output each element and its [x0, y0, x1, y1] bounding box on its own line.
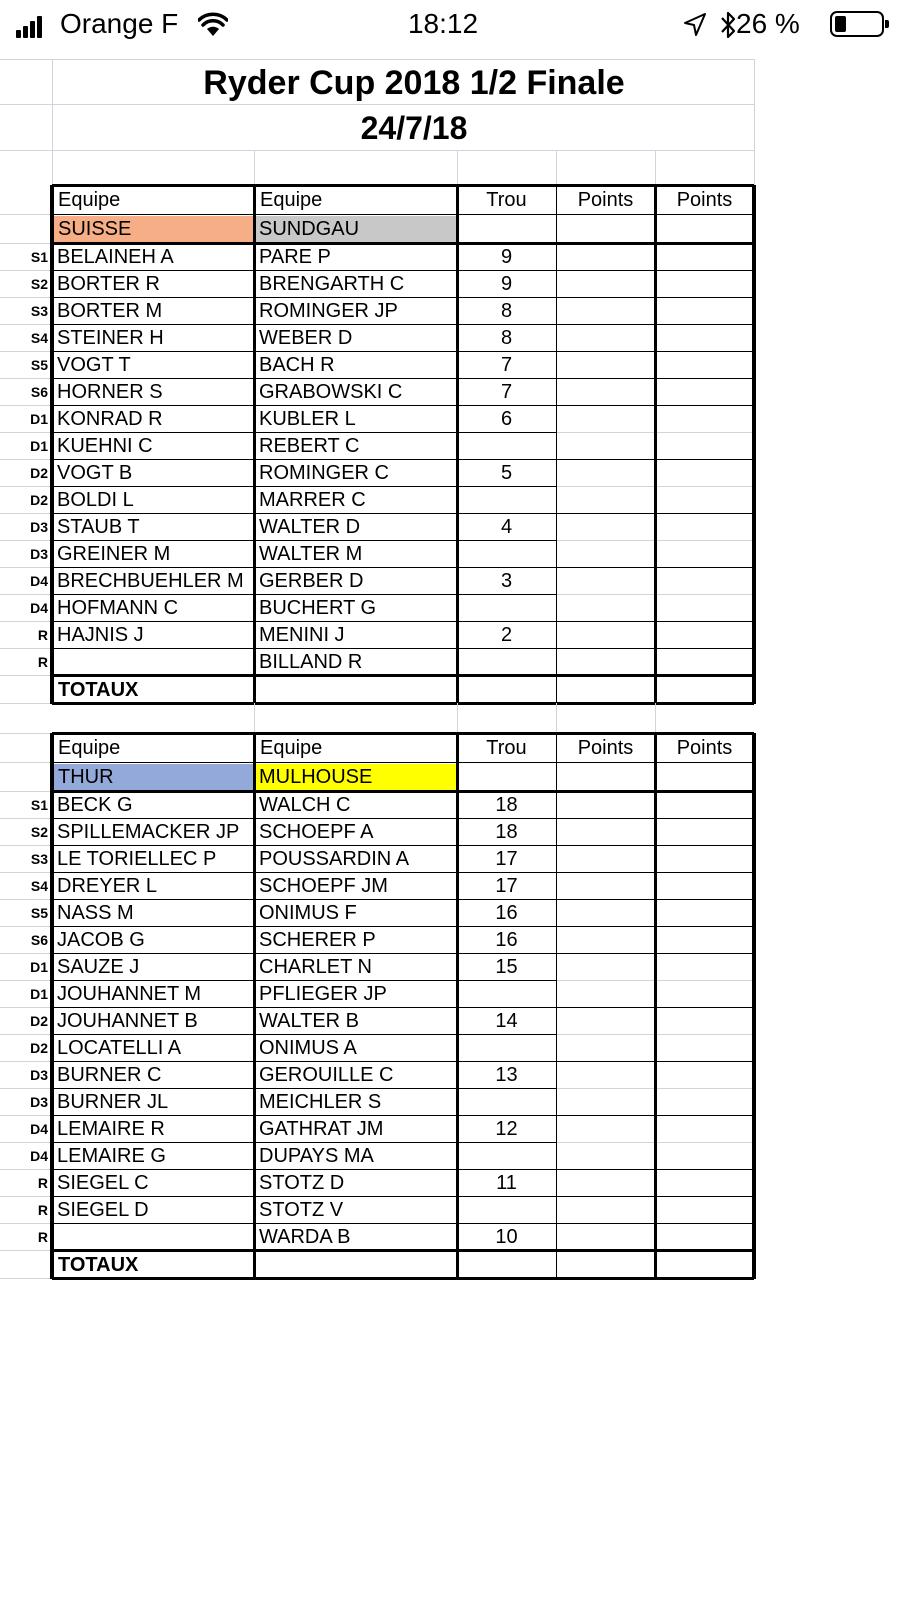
- grid-line: [0, 351, 52, 352]
- player-team-b: WALTER B: [259, 1010, 360, 1032]
- player-team-a: SPILLEMACKER JP: [57, 821, 240, 843]
- column-header: Equipe: [58, 189, 121, 211]
- grid-line: [52, 59, 53, 186]
- player-team-b: MARRER C: [259, 489, 366, 511]
- trou-value: 15: [495, 956, 518, 978]
- grid-line: [254, 703, 255, 733]
- grid-line: [0, 1250, 52, 1251]
- trou-value: 17: [495, 848, 518, 870]
- row-label: S4: [30, 878, 48, 894]
- player-team-a: NASS M: [57, 902, 134, 924]
- trou-value: 17: [495, 875, 518, 897]
- grid-line: [0, 899, 52, 900]
- grid-line: [0, 594, 52, 595]
- trou-value: 11: [496, 1172, 517, 1194]
- border-line: [52, 818, 556, 819]
- player-team-b: BUCHERT G: [259, 597, 377, 619]
- grid-line: [0, 1169, 52, 1170]
- player-team-b: REBERT C: [259, 435, 360, 457]
- grid-line: [0, 1034, 52, 1035]
- player-team-b: STOTZ D: [259, 1172, 345, 1194]
- row-label: D4: [30, 1121, 48, 1137]
- grid-line: [0, 459, 52, 460]
- row-label: S3: [30, 303, 48, 319]
- player-team-b: MENINI J: [259, 624, 345, 646]
- row-label: R: [37, 1175, 48, 1191]
- player-team-a: BORTER R: [57, 273, 160, 295]
- grid-line: [0, 405, 52, 406]
- border-line: [50, 185, 54, 704]
- row-label: S2: [30, 276, 48, 292]
- border-line: [52, 980, 556, 981]
- border-line: [52, 674, 754, 677]
- bluetooth-icon: [718, 10, 738, 40]
- player-team-a: SIEGEL D: [57, 1199, 149, 1221]
- grid-line: [0, 378, 52, 379]
- border-line: [52, 270, 556, 271]
- border-line: [52, 790, 754, 793]
- grid-line: [0, 1088, 52, 1089]
- trou-value: 9: [500, 273, 513, 295]
- border-line: [52, 1223, 556, 1224]
- team-a-name: SUISSE: [58, 218, 132, 240]
- column-header: Trou: [486, 189, 527, 211]
- clock: 18:12: [407, 8, 479, 39]
- trou-value: 18: [495, 794, 518, 816]
- grid-line: [0, 540, 52, 541]
- border-line: [52, 845, 556, 846]
- trou-value: 5: [500, 462, 513, 484]
- border-line: [52, 621, 556, 622]
- row-label: D3: [30, 519, 48, 535]
- row-label: D2: [30, 1040, 48, 1056]
- trou-value: 2: [500, 624, 513, 646]
- grid-line: [0, 150, 754, 151]
- grid-line: [0, 980, 52, 981]
- player-team-a: KUEHNI C: [57, 435, 153, 457]
- border-line: [52, 762, 754, 763]
- grid-line: [457, 150, 458, 186]
- border-line: [52, 378, 556, 379]
- player-team-b: GEROUILLE C: [259, 1064, 394, 1086]
- totals-label: TOTAUX: [58, 1254, 139, 1276]
- grid-line: [0, 1061, 52, 1062]
- player-team-b: ONIMUS F: [259, 902, 357, 924]
- player-team-b: GERBER D: [259, 570, 364, 592]
- border-line: [52, 1115, 556, 1116]
- grid-line: [0, 324, 52, 325]
- row-label: S3: [30, 851, 48, 867]
- player-team-b: WARDA B: [259, 1226, 351, 1248]
- totals-label: TOTAUX: [58, 679, 139, 701]
- grid-line: [0, 567, 52, 568]
- player-team-a: HOFMANN C: [57, 597, 179, 619]
- border-line: [52, 214, 754, 215]
- border-line: [52, 459, 556, 460]
- row-label: D3: [30, 546, 48, 562]
- player-team-b: SCHOEPF A: [259, 821, 374, 843]
- player-team-a: DREYER L: [57, 875, 158, 897]
- player-team-b: WALCH C: [259, 794, 351, 816]
- player-team-b: WALTER D: [259, 516, 361, 538]
- border-line: [52, 732, 754, 735]
- player-team-b: SCHERER P: [259, 929, 376, 951]
- row-label: S6: [30, 932, 48, 948]
- row-label: S5: [30, 357, 48, 373]
- row-label: D1: [30, 438, 48, 454]
- column-header: Points: [676, 189, 733, 211]
- player-team-b: ONIMUS A: [259, 1037, 357, 1059]
- grid-line: [0, 243, 52, 244]
- border-line: [52, 324, 556, 325]
- row-label: S6: [30, 384, 48, 400]
- trou-value: 8: [500, 300, 513, 322]
- location-arrow-icon: [682, 12, 708, 38]
- row-label: R: [37, 1229, 48, 1245]
- border-line: [654, 733, 657, 1278]
- trou-value: 8: [500, 327, 513, 349]
- border-line: [253, 733, 256, 1278]
- column-header: Points: [577, 737, 634, 759]
- trou-value: 12: [495, 1118, 518, 1140]
- grid-line: [0, 845, 52, 846]
- battery-percent: 26 %: [736, 8, 800, 39]
- player-team-a: BURNER JL: [57, 1091, 169, 1113]
- grid-line: [0, 675, 52, 676]
- grid-line: [0, 1115, 52, 1116]
- row-label: D3: [30, 1094, 48, 1110]
- player-team-a: JACOB G: [57, 929, 145, 951]
- player-team-a: SIEGEL C: [57, 1172, 149, 1194]
- team-b-name: MULHOUSE: [259, 766, 373, 788]
- border-line: [52, 1169, 556, 1170]
- border-line: [52, 513, 556, 514]
- trou-value: 6: [500, 408, 513, 430]
- trou-value: 16: [495, 902, 518, 924]
- grid-line: [0, 1007, 52, 1008]
- grid-line: [254, 150, 255, 186]
- player-team-b: GRABOWSKI C: [259, 381, 403, 403]
- status-bar: [0, 0, 900, 50]
- player-team-b: POUSSARDIN A: [259, 848, 410, 870]
- border-line: [52, 567, 556, 568]
- border-line: [752, 733, 756, 1279]
- player-team-b: STOTZ V: [259, 1199, 344, 1221]
- player-team-b: PFLIEGER JP: [259, 983, 387, 1005]
- column-header: Equipe: [260, 189, 323, 211]
- row-label: R: [37, 627, 48, 643]
- player-team-b: BILLAND R: [259, 651, 363, 673]
- row-label: D4: [30, 573, 48, 589]
- column-header: Equipe: [260, 737, 323, 759]
- trou-value: 13: [495, 1064, 518, 1086]
- row-label: D1: [30, 986, 48, 1002]
- player-team-a: LEMAIRE R: [57, 1118, 165, 1140]
- player-team-a: BECK G: [57, 794, 133, 816]
- grid-line: [0, 214, 52, 215]
- border-line: [52, 297, 556, 298]
- border-line: [52, 702, 754, 705]
- grid-line: [0, 1223, 52, 1224]
- team-a-name: THUR: [58, 766, 114, 788]
- grid-line: [0, 953, 52, 954]
- player-team-a: HORNER S: [57, 381, 163, 403]
- border-line: [654, 185, 657, 703]
- column-header: Trou: [486, 737, 527, 759]
- grid-line: [0, 486, 52, 487]
- row-label: D1: [30, 411, 48, 427]
- border-line: [52, 540, 556, 541]
- border-line: [52, 899, 556, 900]
- grid-line: [0, 104, 754, 105]
- player-team-a: JOUHANNET B: [57, 1010, 198, 1032]
- trou-value: 10: [495, 1226, 518, 1248]
- player-team-a: STAUB T: [57, 516, 140, 538]
- border-line: [52, 1142, 556, 1143]
- border-line: [52, 1196, 556, 1197]
- player-team-a: BOLDI L: [57, 489, 134, 511]
- player-team-a: STEINER H: [57, 327, 164, 349]
- trou-value: 14: [495, 1010, 518, 1032]
- player-team-b: BRENGARTH C: [259, 273, 405, 295]
- player-team-a: LEMAIRE G: [57, 1145, 166, 1167]
- border-line: [52, 1249, 754, 1252]
- grid-line: [0, 297, 52, 298]
- player-team-a: GREINER M: [57, 543, 171, 565]
- grid-line: [0, 762, 52, 763]
- grid-line: [0, 1196, 52, 1197]
- border-line: [253, 185, 256, 703]
- border-line: [52, 184, 754, 187]
- grid-line: [0, 1142, 52, 1143]
- border-line: [52, 926, 556, 927]
- trou-value: 18: [495, 821, 518, 843]
- row-label: D3: [30, 1067, 48, 1083]
- player-team-b: PARE P: [259, 246, 331, 268]
- trou-value: 4: [500, 516, 513, 538]
- player-team-a: BELAINEH A: [57, 246, 174, 268]
- player-team-a: VOGT T: [57, 354, 131, 376]
- player-team-a: LE TORIELLEC P: [57, 848, 217, 870]
- border-line: [52, 872, 556, 873]
- row-label: D4: [30, 1148, 48, 1164]
- player-team-a: SAUZE J: [57, 956, 140, 978]
- grid-line: [0, 59, 754, 60]
- border-line: [556, 733, 557, 1278]
- player-team-b: DUPAYS MA: [259, 1145, 374, 1167]
- border-line: [556, 185, 557, 703]
- grid-line: [0, 270, 52, 271]
- trou-value: 7: [500, 354, 513, 376]
- row-label: S4: [30, 330, 48, 346]
- player-team-b: CHARLET N: [259, 956, 372, 978]
- grid-line: [556, 150, 557, 186]
- grid-line: [0, 791, 52, 792]
- border-line: [52, 1088, 556, 1089]
- grid-line: [0, 432, 52, 433]
- column-header: Points: [577, 189, 634, 211]
- player-team-b: SCHOEPF JM: [259, 875, 388, 897]
- trou-value: 3: [500, 570, 513, 592]
- grid-line: [655, 703, 656, 733]
- column-header: Equipe: [58, 737, 121, 759]
- border-line: [52, 242, 754, 245]
- grid-line: [0, 818, 52, 819]
- grid-line: [0, 621, 52, 622]
- player-team-b: WALTER M: [259, 543, 363, 565]
- trou-value: 7: [500, 381, 513, 403]
- row-label: D2: [30, 465, 48, 481]
- player-team-a: VOGT B: [57, 462, 133, 484]
- border-line: [52, 953, 556, 954]
- row-label: D1: [30, 959, 48, 975]
- border-line: [52, 1034, 556, 1035]
- player-team-a: KONRAD R: [57, 408, 163, 430]
- grid-line: [0, 872, 52, 873]
- sheet-title: Ryder Cup 2018 1/2 Finale: [203, 64, 625, 102]
- player-team-b: KUBLER L: [259, 408, 356, 430]
- grid-line: [0, 926, 52, 927]
- trou-value: 16: [495, 929, 518, 951]
- player-team-b: WEBER D: [259, 327, 353, 349]
- grid-line: [556, 703, 557, 733]
- border-line: [52, 594, 556, 595]
- grid-line: [457, 703, 458, 733]
- border-line: [52, 1277, 754, 1280]
- player-team-a: HAJNIS J: [57, 624, 144, 646]
- grid-line: [754, 59, 755, 186]
- column-header: Points: [676, 737, 733, 759]
- player-team-b: BACH R: [259, 354, 335, 376]
- border-line: [752, 185, 756, 704]
- row-label: D2: [30, 1013, 48, 1029]
- player-team-a: JOUHANNET M: [57, 983, 202, 1005]
- grid-line: [0, 513, 52, 514]
- border-line: [52, 1061, 556, 1062]
- border-line: [52, 486, 556, 487]
- grid-line: [0, 1278, 52, 1279]
- player-team-b: MEICHLER S: [259, 1091, 382, 1113]
- row-label: S2: [30, 824, 48, 840]
- carrier-label: Orange F: [60, 8, 179, 39]
- row-label: S5: [30, 905, 48, 921]
- player-team-a: BRECHBUEHLER M: [57, 570, 244, 592]
- grid-line: [0, 703, 52, 704]
- row-label: R: [37, 654, 48, 670]
- player-team-b: GATHRAT JM: [259, 1118, 384, 1140]
- row-label: S1: [30, 797, 48, 813]
- row-label: S1: [30, 249, 48, 265]
- border-line: [50, 733, 54, 1279]
- border-line: [52, 432, 556, 433]
- border-line: [52, 1007, 556, 1008]
- sheet-date: 24/7/18: [360, 110, 468, 146]
- grid-line: [655, 150, 656, 186]
- row-label: D2: [30, 492, 48, 508]
- player-team-b: ROMINGER JP: [259, 300, 398, 322]
- player-team-a: BORTER M: [57, 300, 163, 322]
- player-team-a: LOCATELLI A: [57, 1037, 182, 1059]
- row-label: D4: [30, 600, 48, 616]
- team-b-name: SUNDGAU: [259, 218, 360, 240]
- border-line: [52, 648, 556, 649]
- player-team-b: ROMINGER C: [259, 462, 389, 484]
- player-team-a: BURNER C: [57, 1064, 162, 1086]
- row-label: R: [37, 1202, 48, 1218]
- grid-line: [0, 648, 52, 649]
- battery-icon: [830, 11, 884, 37]
- trou-value: 9: [500, 246, 513, 268]
- border-line: [52, 351, 556, 352]
- border-line: [52, 405, 556, 406]
